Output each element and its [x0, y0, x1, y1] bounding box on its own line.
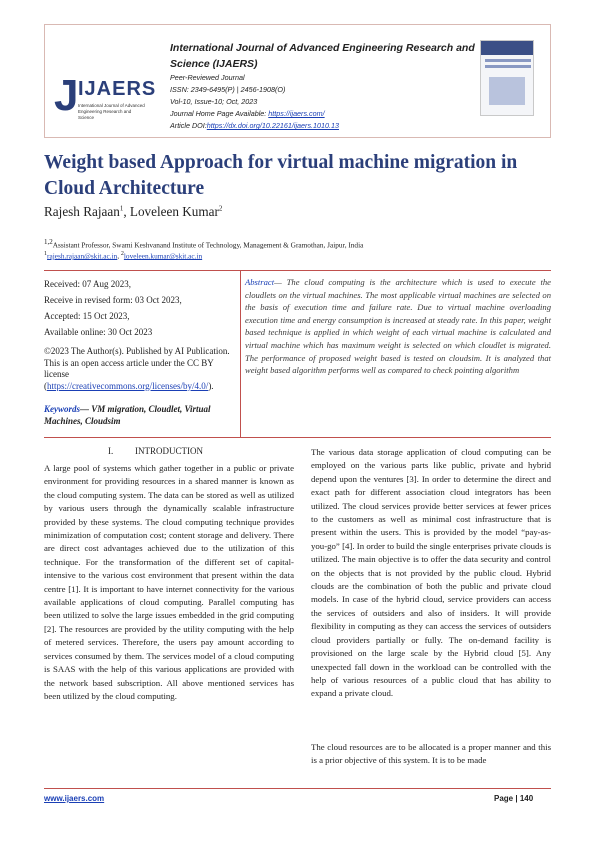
author-2: Loveleen Kumar: [129, 204, 219, 219]
journal-cover-image: [480, 40, 534, 116]
affiliation-text: Assistant Professor, Swami Keshvanand Institute of Technology, Management & Gramothan, Jaipur, India: [52, 240, 364, 250]
paper-authors: [44, 204, 222, 220]
revised-date: Receive in revised form: 03 Oct 2023,: [44, 295, 182, 305]
license-open: (: [44, 380, 47, 391]
footer-rule: [44, 788, 551, 789]
abstract-label: Abstract: [245, 277, 275, 287]
doi-link[interactable]: https://dx.doi.org/10.22161/ijaers.1010.13: [206, 121, 340, 130]
author-1: Rajesh Rajaan: [44, 204, 120, 219]
author-2-sup: 2: [218, 204, 223, 213]
email-2-sup: 2: [120, 251, 124, 257]
email-1-sup: 1: [44, 251, 48, 257]
journal-logo: [52, 71, 157, 126]
journal-doi: [170, 121, 339, 130]
affiliation-sup: 1,2: [44, 238, 53, 246]
home-label: Journal Home Page Available:: [170, 109, 269, 118]
journal-issn: ISSN: 2349-6495(P) | 2456-1908(O): [170, 85, 286, 94]
online-date: Available online: 30 Oct 2023: [44, 327, 153, 337]
footer-page-number: [494, 794, 533, 803]
journal-volume: Vol-10, Issue-10; Oct, 2023: [170, 97, 258, 106]
author-sep: ,: [123, 204, 130, 219]
section-title: INTRODUCTION: [135, 446, 203, 456]
page-label: Page |: [494, 794, 520, 803]
paper-title: Weight based Approach for virtual machine migration in Cloud Architecture: [44, 152, 518, 199]
copyright-notice: [44, 346, 237, 392]
intro-right-column-p2: The cloud resources are to be allocated is a proper manner and this is a prior objective of this system. It is to be made: [311, 742, 551, 766]
journal-title: International Journal of Advanced Engineering Research and Science (IJAERS): [170, 42, 475, 70]
info-bottom-rule: [44, 437, 551, 438]
abstract: [245, 276, 551, 377]
logo-glyph: J: [54, 71, 79, 120]
info-top-rule: [44, 270, 551, 271]
license-close: ).: [208, 380, 214, 391]
received-date: Received: 07 Aug 2023,: [44, 279, 131, 289]
footer-site-link[interactable]: www.ijaers.com: [44, 794, 105, 803]
home-link[interactable]: https://ijaers.com/: [268, 109, 325, 118]
intro-left-column: A large pool of systems which gather together in a public or private environment for providing resources in a shared manner is known as the cloud computing system. The data can be stored as well as utilized by various users through the dynamically scalable infrastructure provided by these systems. The cloud computing technique provides minimization of computation cost; content storage and delivery. There are direct cost advantages achieved due to the utilization of this technique. For the transformation of the different set of capital-intensive to the various cost environment that present within the data centre [1]. It is important to have internet connectivity for the various available applications of cloud computing. Parallel computing has been utilized to solve the large issues embedded in the grid computing [2]. The resources are provided by the utility computing with the help of metered services. Therefore, the users pay amount according to services consumed by them. The services model of a cloud computing is SAAS with the help of this various applications are provided with the network based subscription. All above mentioned services has been utilized by the cloud computing.: [44, 463, 294, 701]
license-link[interactable]: https://creativecommons.org/licenses/by/4.0/: [47, 380, 209, 391]
author-1-sup: 1: [119, 204, 124, 213]
keywords-text: — VM migration, Cloudlet, Virtual Machines, Cloudsim: [44, 404, 211, 426]
accepted-date: Accepted: 15 Oct 2023,: [44, 311, 130, 321]
keywords: [44, 404, 237, 427]
logo-text: IJAERS: [78, 78, 157, 100]
section-heading: [44, 446, 294, 456]
intro-right-column-p1: The various data storage application of cloud computing can be employed on the various parts like public, private and hybrid depend upon the ventures [3]. In order to determine the direct and exact path for different association cloud integrators has been utilized. The cloud services provide better services at fewer prices to the customers as well as minimal cost infrastructure that is present within the users. This is provided by the model “pay-as-you-go” [4]. In order to build the single enterprises private clouds is utilized. The main objective is to offer the data security and control on the objects that is not provided by the public cloud. Hybrid clouds are the combination of both the public and private cloud models. In case of the hybrid cloud, service providers can access the services of outsiders and also of insiders. It will provide flexibility in computing as they can access the services of outsiders cloud providers partially or fully. The on-demand facility is provisioned on the large scale by the Hybrid cloud [5]. Any unexpected fall down in the workload can be controlled with the help of various resources of a public cloud that has ability to expand a private cloud.: [311, 447, 551, 699]
page-number: 140: [519, 794, 534, 803]
email-2-link[interactable]: loveleen.kumar@skit.ac.in: [123, 251, 203, 261]
affiliation: [44, 238, 363, 249]
copyright-text: ©2023 The Author(s). Published by AI Publication. This is an open access article under the CC BY license: [44, 346, 230, 379]
info-divider: [240, 271, 241, 437]
email-sep: ,: [117, 251, 121, 261]
keywords-label: Keywords: [44, 404, 80, 414]
journal-home-page: [170, 109, 325, 118]
email-1-link[interactable]: rajesh.rajaan@skit.ac.in: [47, 251, 118, 261]
doi-label: Article DOI:: [170, 121, 207, 130]
journal-peer-reviewed: Peer-Reviewed Journal: [170, 73, 245, 82]
section-number: I.: [108, 446, 114, 456]
logo-tagline: International Journal of Advanced Engineering Research and Science: [78, 103, 145, 120]
author-emails: [44, 251, 202, 260]
abstract-text: — The cloud computing is the architecture which is used to execute the cloudlets on the virtual machines. The most applicable virtual machines are selected on the basis of execution time and failure rate. Due to virtual machine overloading execution time and energy consumption is increased at steady rate. In this paper, weight based technique is applied in which weight of each virtual machine is calculated and virtual machine which has maximum weight is selected on which cloudlet is migrated. The performance of proposed weight based is tested on cloudsim. It is analyzed that weight based algorithm performs well as compared to check pointing algorithm: [245, 277, 551, 376]
